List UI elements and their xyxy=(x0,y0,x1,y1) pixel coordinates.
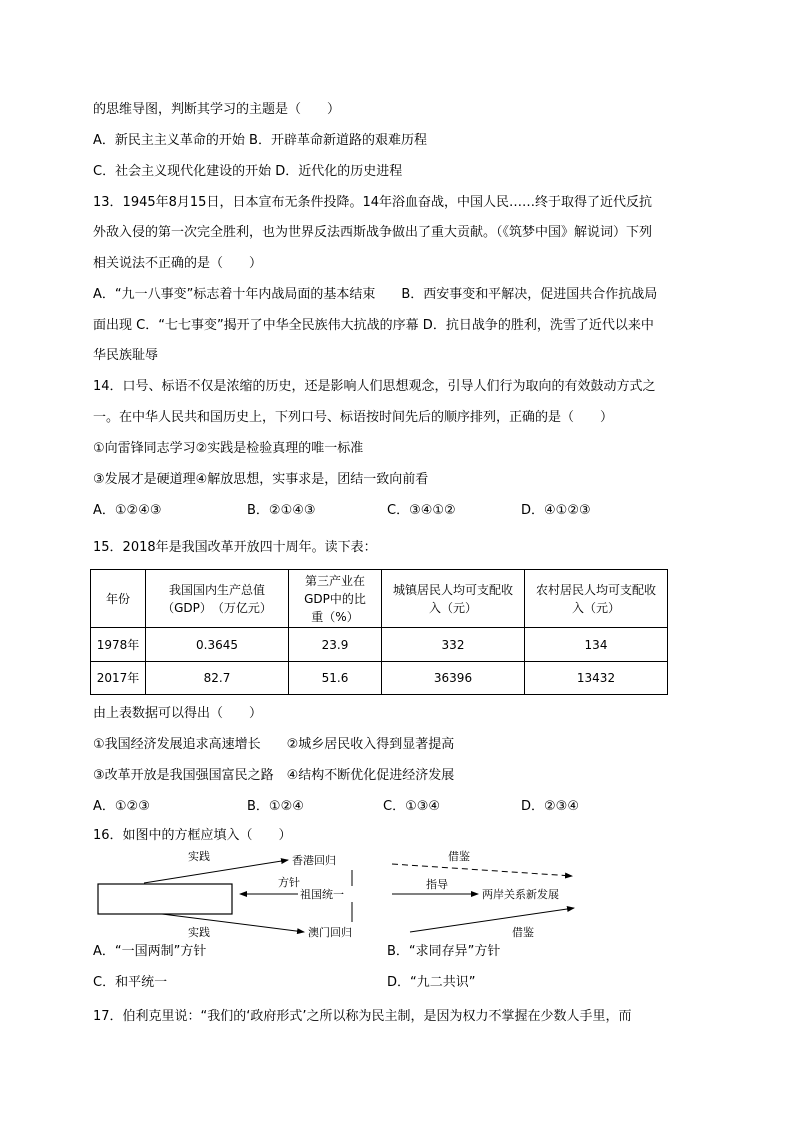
label-practice-bottom: 实践 xyxy=(188,926,210,939)
q12-stem-tail: 的思维导图，判断其学习的主题是（ ） xyxy=(93,102,341,117)
q13-line1: 13．1945年8月15日，日本宣布无条件投降。14年浴血奋战，中国人民……终于取得了近代反抗 xyxy=(93,195,652,210)
header-line: 入（元） xyxy=(428,600,477,615)
q12-options-cd: C．社会主义现代化建设的开始 D．近代化的历史进程 xyxy=(93,164,403,179)
q15-statement-1: ①我国经济发展追求高速增长 ②城乡居民收入得到显著提高 xyxy=(93,737,455,752)
q13-line6: 华民族耻辱 xyxy=(93,348,159,363)
cell-rural: 13432 xyxy=(525,662,668,695)
q15-option-d: D．②③④ xyxy=(521,799,579,814)
jiejian-arrow-top xyxy=(392,864,572,876)
header-line: 年份 xyxy=(105,591,130,606)
cell-urban: 36396 xyxy=(382,662,525,695)
header-line: 入（元） xyxy=(571,600,620,615)
label-hongkong: 香港回归 xyxy=(292,854,336,867)
header-gdp xyxy=(146,570,289,628)
gdp-table xyxy=(90,569,668,695)
q13-line2: 外敌入侵的第一次完全胜利，也为世界反法西斯战争做出了重大贡献。（《筑梦中国》解说词）下列 xyxy=(93,225,653,240)
jiejian-arrow-bottom xyxy=(410,908,574,932)
q15-stem: 15．2018年是我国改革开放四十周年。读下表： xyxy=(93,540,377,555)
q16-stem: 16．如图中的方框应填入（ ） xyxy=(93,828,292,843)
q13-line3: 相关说法不正确的是（ ） xyxy=(93,256,263,271)
label-jiejian-bottom: 借鉴 xyxy=(512,926,534,939)
cell-gdp: 0.3645 xyxy=(146,628,289,662)
table-row xyxy=(91,662,668,695)
cell-urban: 332 xyxy=(382,628,525,662)
q15-option-c: C．①③④ xyxy=(383,799,441,814)
label-jiejian-top: 借鉴 xyxy=(448,850,470,863)
cell-tertiary: 51.6 xyxy=(289,662,382,695)
label-reunify: 祖国统一 xyxy=(300,888,344,901)
q15-option-b: B．①②④ xyxy=(247,799,304,814)
header-line: 我国国内生产总值 xyxy=(168,582,265,597)
label-practice-top: 实践 xyxy=(188,850,210,863)
q14-line4: ③发展才是硬道理④解放思想，实事求是，团结一致向前看 xyxy=(93,472,429,487)
header-line: 城镇居民人均可支配收 xyxy=(392,582,513,597)
answer-blank-box xyxy=(98,884,232,914)
q15-after: 由上表数据可以得出（ ） xyxy=(93,706,263,721)
q16-option-b: B．“求同存异”方针 xyxy=(387,944,501,959)
header-urban xyxy=(382,570,525,628)
q16-option-d: D．“九二共识” xyxy=(387,975,476,990)
header-line: GDP中的比 xyxy=(304,591,366,606)
cell-year: 2017年 xyxy=(91,662,146,695)
q14-line2: 一。在中华人民共和国历史上，下列口号、标语按时间先后的顺序排列，正确的是（ ） xyxy=(93,410,614,425)
q13-line4: A．“九一八事变”标志着十年内战局面的基本结束 B．西安事变和平解决，促进国共合作抗战局 xyxy=(93,287,658,302)
q12-options-ab: A．新民主主义革命的开始 B．开辟革命新道路的艰难历程 xyxy=(93,133,427,148)
header-year xyxy=(91,570,146,628)
q15-statement-2: ③改革开放是我国强国富民之路 ④结构不断优化促进经济发展 xyxy=(93,768,455,783)
q15-option-a: A．①②③ xyxy=(93,799,150,814)
label-cross-strait: 两岸关系新发展 xyxy=(482,888,559,901)
q14-option-a: A．①②④③ xyxy=(93,503,162,518)
q16-option-c: C．和平统一 xyxy=(93,975,168,990)
q17-line1: 17．伯利克里说：“我们的‘政府形式’之所以称为民主制，是因为权力不掌握在少数人手里，而 xyxy=(93,1009,632,1024)
header-rural xyxy=(525,570,668,628)
table-header-row xyxy=(91,570,668,628)
cell-rural: 134 xyxy=(525,628,668,662)
q14-line3: ①向雷锋同志学习②实践是检验真理的唯一标准 xyxy=(93,441,364,456)
header-line: 重（%） xyxy=(311,609,359,624)
q14-option-d: D．④①②③ xyxy=(521,503,591,518)
q14-option-b: B．②①④③ xyxy=(247,503,316,518)
header-tertiary xyxy=(289,570,382,628)
header-line: 第三产业在 xyxy=(304,573,365,588)
q16-option-a: A．“一国两制”方针 xyxy=(93,944,207,959)
q14-option-c: C．③④①② xyxy=(387,503,456,518)
cell-tertiary: 23.9 xyxy=(289,628,382,662)
table-row xyxy=(91,628,668,662)
header-line: 农村居民人均可支配收 xyxy=(535,582,656,597)
policy-diagram xyxy=(92,848,732,944)
practice-arrow-bottom xyxy=(162,914,304,932)
label-macau: 澳门回归 xyxy=(308,926,352,939)
label-zhidao: 指导 xyxy=(426,878,448,891)
cell-gdp: 82.7 xyxy=(146,662,289,695)
header-line: （GDP） （万亿元） xyxy=(162,600,272,615)
practice-arrow-top xyxy=(144,860,288,883)
q13-line5: 面出现 C．“七七事变”揭开了中华全民族伟大抗战的序幕 D．抗日战争的胜利，洗雪了近代以来中 xyxy=(93,318,654,333)
q14-line1: 14．口号、标语不仅是浓缩的历史，还是影响人们思想观念，引导人们行为取向的有效鼓动方式之 xyxy=(93,379,656,394)
label-fangzhen: 方针 xyxy=(278,876,300,889)
cell-year: 1978年 xyxy=(91,628,146,662)
